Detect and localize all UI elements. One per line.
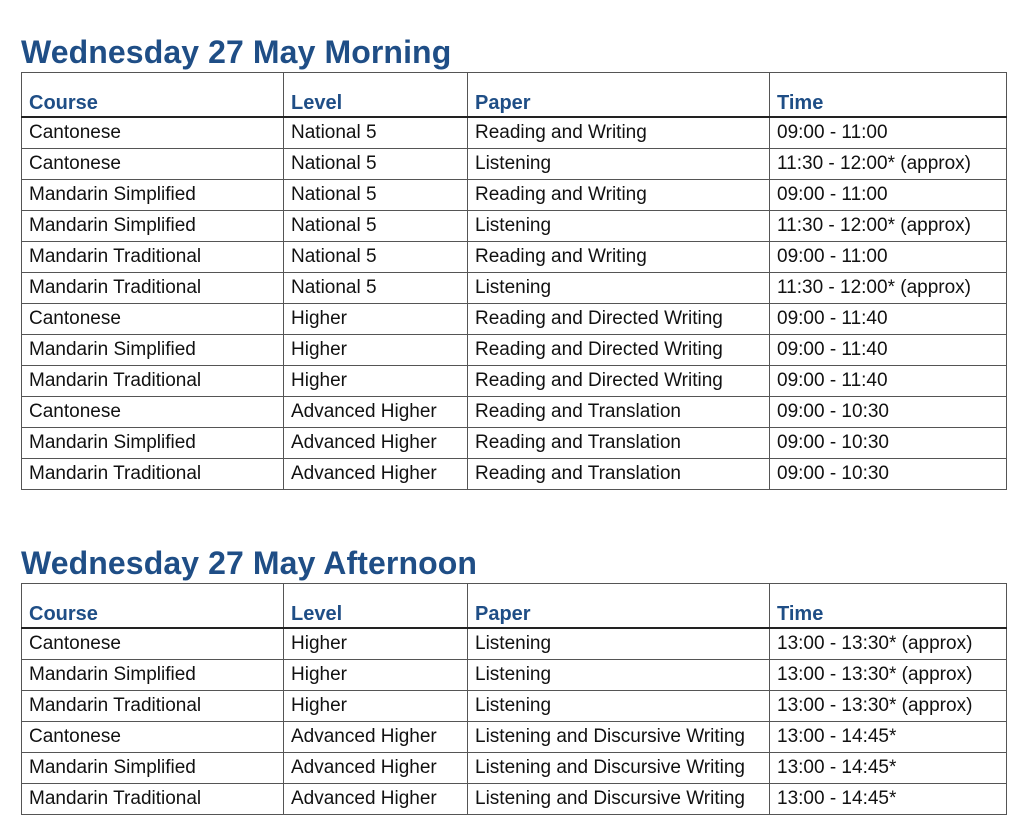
level-cell: Advanced Higher (284, 753, 468, 784)
course-cell: Mandarin Traditional (22, 459, 284, 490)
paper-cell: Listening (468, 628, 770, 660)
time-cell: 13:00 - 13:30* (approx) (770, 628, 1007, 660)
column-header-paper: Paper (468, 584, 770, 629)
course-cell: Mandarin Simplified (22, 335, 284, 366)
table-row (22, 304, 1007, 335)
level-cell: National 5 (284, 117, 468, 149)
course-cell: Mandarin Traditional (22, 273, 284, 304)
paper-cell: Reading and Translation (468, 428, 770, 459)
level-cell: Advanced Higher (284, 397, 468, 428)
course-cell: Mandarin Simplified (22, 428, 284, 459)
afternoon-section (21, 543, 1006, 815)
paper-cell: Reading and Writing (468, 242, 770, 273)
time-cell: 09:00 - 11:00 (770, 117, 1007, 149)
table-row (22, 397, 1007, 428)
paper-cell: Listening and Discursive Writing (468, 753, 770, 784)
paper-cell: Reading and Directed Writing (468, 304, 770, 335)
course-cell: Cantonese (22, 117, 284, 149)
time-cell: 09:00 - 11:40 (770, 335, 1007, 366)
time-cell: 09:00 - 10:30 (770, 397, 1007, 428)
level-cell: Higher (284, 660, 468, 691)
paper-cell: Reading and Translation (468, 397, 770, 428)
time-cell: 09:00 - 11:00 (770, 180, 1007, 211)
table-row (22, 459, 1007, 490)
paper-cell: Reading and Directed Writing (468, 335, 770, 366)
paper-cell: Reading and Writing (468, 180, 770, 211)
time-cell: 09:00 - 10:30 (770, 459, 1007, 490)
course-cell: Cantonese (22, 149, 284, 180)
table-row (22, 753, 1007, 784)
table-row (22, 366, 1007, 397)
table-row (22, 180, 1007, 211)
table-row (22, 428, 1007, 459)
timetable (21, 583, 1007, 815)
time-cell: 13:00 - 14:45* (770, 722, 1007, 753)
column-header-level: Level (284, 584, 468, 629)
table-row (22, 273, 1007, 304)
table-row (22, 691, 1007, 722)
paper-cell: Listening and Discursive Writing (468, 722, 770, 753)
column-header-paper: Paper (468, 73, 770, 118)
column-header-time: Time (770, 73, 1007, 118)
table-row (22, 335, 1007, 366)
level-cell: Higher (284, 628, 468, 660)
time-cell: 13:00 - 14:45* (770, 784, 1007, 815)
level-cell: National 5 (284, 273, 468, 304)
course-cell: Mandarin Traditional (22, 366, 284, 397)
time-cell: 09:00 - 11:40 (770, 366, 1007, 397)
section-title: Wednesday 27 May Afternoon (21, 545, 478, 581)
paper-cell: Reading and Translation (468, 459, 770, 490)
level-cell: Higher (284, 366, 468, 397)
course-cell: Cantonese (22, 722, 284, 753)
course-cell: Mandarin Simplified (22, 211, 284, 242)
time-cell: 09:00 - 11:40 (770, 304, 1007, 335)
paper-cell: Reading and Directed Writing (468, 366, 770, 397)
course-cell: Mandarin Simplified (22, 660, 284, 691)
morning-section (21, 32, 1006, 490)
level-cell: National 5 (284, 242, 468, 273)
column-header-course: Course (22, 73, 284, 118)
time-cell: 13:00 - 14:45* (770, 753, 1007, 784)
table-row (22, 784, 1007, 815)
course-cell: Cantonese (22, 304, 284, 335)
paper-cell: Listening (468, 660, 770, 691)
column-header-level: Level (284, 73, 468, 118)
level-cell: Advanced Higher (284, 428, 468, 459)
time-cell: 11:30 - 12:00* (approx) (770, 149, 1007, 180)
paper-cell: Listening (468, 273, 770, 304)
time-cell: 09:00 - 10:30 (770, 428, 1007, 459)
level-cell: Advanced Higher (284, 784, 468, 815)
course-cell: Mandarin Traditional (22, 691, 284, 722)
time-cell: 09:00 - 11:00 (770, 242, 1007, 273)
time-cell: 13:00 - 13:30* (approx) (770, 691, 1007, 722)
paper-cell: Reading and Writing (468, 117, 770, 149)
paper-cell: Listening and Discursive Writing (468, 784, 770, 815)
level-cell: National 5 (284, 180, 468, 211)
table-row (22, 242, 1007, 273)
table-row (22, 660, 1007, 691)
table-row (22, 149, 1007, 180)
level-cell: Higher (284, 691, 468, 722)
level-cell: National 5 (284, 149, 468, 180)
level-cell: Higher (284, 304, 468, 335)
level-cell: Advanced Higher (284, 459, 468, 490)
timetable (21, 72, 1007, 490)
column-header-course: Course (22, 584, 284, 629)
table-row (22, 117, 1007, 149)
paper-cell: Listening (468, 211, 770, 242)
table-row (22, 211, 1007, 242)
course-cell: Mandarin Traditional (22, 784, 284, 815)
time-cell: 13:00 - 13:30* (approx) (770, 660, 1007, 691)
course-cell: Mandarin Simplified (22, 753, 284, 784)
table-row (22, 628, 1007, 660)
course-cell: Cantonese (22, 628, 284, 660)
time-cell: 11:30 - 12:00* (approx) (770, 273, 1007, 304)
level-cell: Advanced Higher (284, 722, 468, 753)
paper-cell: Listening (468, 691, 770, 722)
column-header-time: Time (770, 584, 1007, 629)
header-row (22, 73, 1007, 118)
course-cell: Mandarin Traditional (22, 242, 284, 273)
time-cell: 11:30 - 12:00* (approx) (770, 211, 1007, 242)
paper-cell: Listening (468, 149, 770, 180)
level-cell: Higher (284, 335, 468, 366)
section-title: Wednesday 27 May Morning (21, 34, 452, 70)
header-row (22, 584, 1007, 629)
level-cell: National 5 (284, 211, 468, 242)
course-cell: Mandarin Simplified (22, 180, 284, 211)
table-row (22, 722, 1007, 753)
course-cell: Cantonese (22, 397, 284, 428)
